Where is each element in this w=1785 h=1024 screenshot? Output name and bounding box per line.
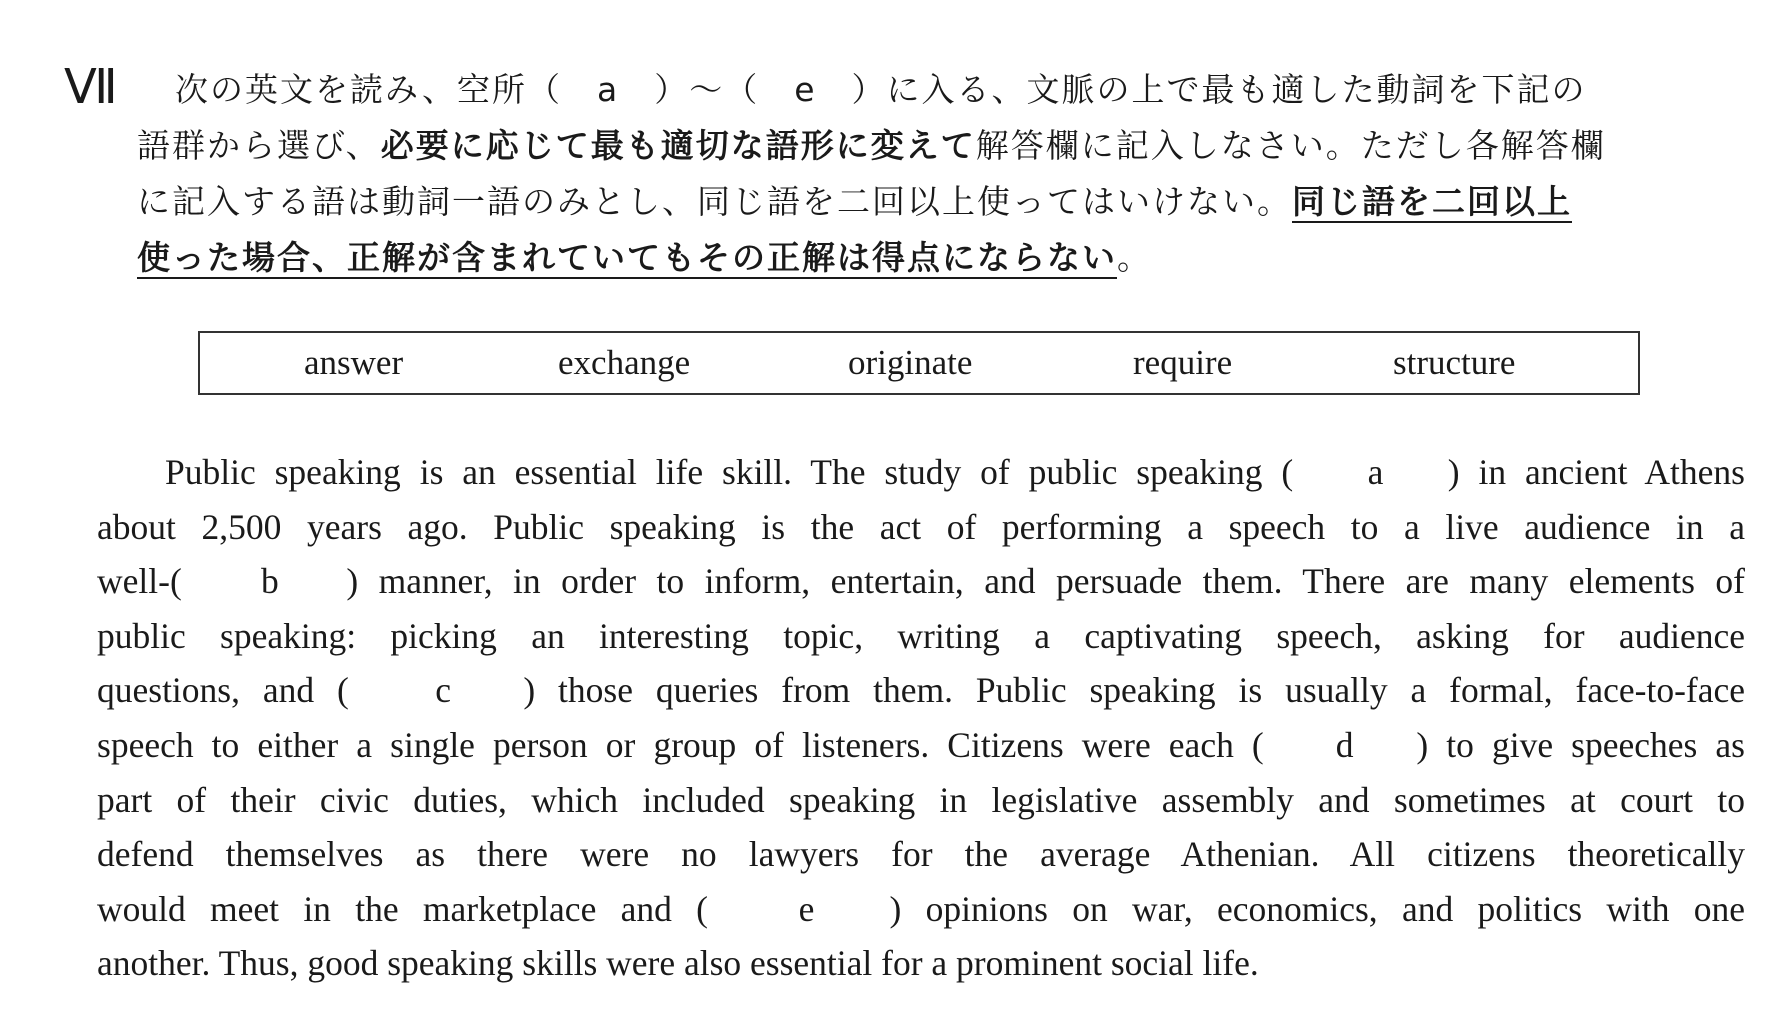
passage-line: public speaking: picking an interesting topic, writing a captivating speech, asking for audience [97, 615, 1745, 656]
instruction-warning-start: 同じ語を二回以上 [1292, 182, 1572, 221]
word-choice: originate [848, 343, 973, 382]
passage-line: defend themselves as there were no lawyers for the average Athenian. All citizens theoretically [97, 834, 1745, 875]
passage-line: speech to either a single person or group of listeners. Citizens were each ( d ) to give speeches as [97, 724, 1745, 765]
instruction-line-2 [137, 118, 1747, 174]
reading-passage [97, 445, 1745, 991]
passage-line: would meet in the marketplace and ( e ) opinions on war, economics, and politics with one [97, 888, 1745, 929]
instruction-line-3 [137, 174, 1747, 230]
passage-line: questions, and ( c ) those queries from them. Public speaking is usually a formal, face-to-face [97, 670, 1745, 711]
passage-line: Public speaking is an essential life skill. The study of public speaking ( a ) in ancient Athens [165, 452, 1745, 492]
instruction-line-4 [137, 230, 1747, 286]
word-choice: exchange [558, 343, 691, 382]
instruction-line-1: 次の英文を読み、空所（ a ）～（ e ）に入る、文脈の上で最も適した動詞を下記の [175, 70, 1587, 109]
instruction-line-3-start: に記入する語は動詞一語のみとし、同じ語を二回以上使ってはいけない。 [137, 182, 1292, 221]
instruction-line-2-start: 語群から選び、 [137, 126, 381, 165]
passage-line: another. Thus, good speaking skills were also essential for a prominent social life. [97, 943, 1259, 984]
word-choice: structure [1393, 343, 1516, 382]
word-choice: answer [304, 343, 404, 382]
instructions [137, 62, 1747, 286]
word-choice-box [198, 331, 1640, 395]
instruction-warning-end: 使った場合、正解が含まれていてもその正解は得点にならない [137, 238, 1117, 277]
instruction-period: 。 [1117, 238, 1152, 277]
passage-line: about 2,500 years ago. Public speaking is the act of performing a speech to a live audience in a [97, 506, 1745, 547]
passage-line: part of their civic duties, which included speaking in legislative assembly and sometimes at court to [97, 779, 1745, 820]
passage-line: well-( b ) manner, in order to inform, entertain, and persuade them. There are many elements of [97, 561, 1745, 602]
question-number: Ⅶ [64, 61, 116, 114]
word-choice: require [1133, 343, 1233, 382]
instruction-emphasis: 必要に応じて最も適切な語形に変えて [380, 126, 976, 165]
instruction-line-2-end: 解答欄に記入しなさい。ただし各解答欄 [975, 126, 1606, 165]
